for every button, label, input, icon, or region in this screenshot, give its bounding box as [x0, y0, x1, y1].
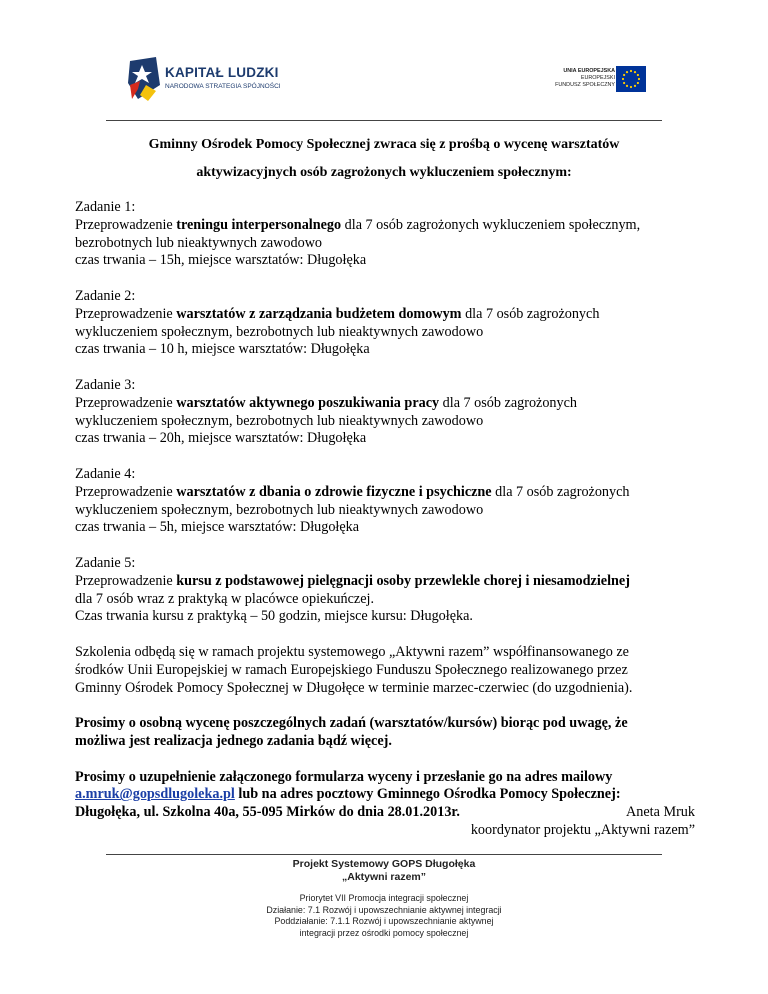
task-description [75, 484, 715, 502]
task-block-1 [75, 199, 715, 270]
task-line-3: czas trwania – 10 h, miejsce warsztatów: Długołęka [75, 341, 370, 358]
form-request-line-3: Długołęka, ul. Szkolna 40a, 55-095 Mirków do dnia 28.01.2013r. [75, 804, 460, 821]
header-divider [106, 120, 662, 121]
form-request-line-1: Prosimy o uzupełnienie załączonego formularza wyceny i przesłanie go na adres mailowy [75, 768, 613, 785]
task-title: warsztatów z dbania o zdrowie fizyczne i psychiczne [176, 483, 492, 500]
task-line-3: czas trwania – 20h, miejsce warsztatów: Długołęka [75, 430, 367, 447]
task-line-3: czas trwania – 5h, miejsce warsztatów: Długołęka [75, 519, 360, 536]
task-title: warsztatów z zarządzania budżetem domowym [176, 305, 462, 322]
document-body [75, 199, 715, 840]
task-description [75, 395, 715, 413]
task-line-2: wykluczeniem społecznym, bezrobotnych lub nieaktywnych zawodowo [75, 323, 484, 340]
task-line-2: wykluczeniem społecznym, bezrobotnych lub nieaktywnych zawodowo [75, 501, 484, 518]
eu-logo [528, 66, 646, 96]
task-title: warsztatów aktywnego poszukiwania pracy [176, 394, 440, 411]
heading-line-2: aktywizacyjnych osób zagrożonych wykluczeniem społecznym: [196, 165, 572, 180]
kapital-ludzki-title: KAPITAŁ LUDZKI [165, 65, 279, 80]
task-title: treningu interpersonalnego [176, 216, 342, 233]
task-suffix: dla 7 osób zagrożonych wykluczeniem społecznym, [341, 216, 641, 233]
pricing-request [75, 715, 715, 751]
task-prefix: Przeprowadzenie [75, 572, 177, 589]
project-footer [0, 858, 768, 939]
email-link[interactable]: a.mruk@gopsdlugoleka.pl [75, 786, 235, 803]
form-request-line-2-text: lub na adres pocztowy Gminnego Ośrodka Pomocy Społecznej: [234, 786, 621, 803]
task-label: Zadanie 1: [75, 199, 136, 215]
task-block-5 [75, 555, 715, 626]
task-block-3 [75, 377, 715, 448]
task-suffix: dla 7 osób zagrożonych [439, 394, 578, 411]
task-block-4 [75, 466, 715, 537]
signature [471, 803, 695, 839]
task-line-2: wykluczeniem społecznym, bezrobotnych lub nieaktywnych zawodowo [75, 412, 484, 429]
footer-title-2: „Aktywni razem” [341, 871, 427, 883]
task-suffix: dla 7 osób zagrożonych [461, 305, 600, 322]
task-line-2: dla 7 osób wraz z praktyką w placówce opiekuńczej. [75, 590, 374, 607]
kapital-ludzki-logo [126, 55, 326, 105]
signature-name: Aneta Mruk [626, 804, 695, 820]
paragraph-line-2: środków Unii Europejskiej w ramach Europejskiego Funduszu Społecznego realizowanego przez [75, 661, 628, 678]
eu-logo-line2: EUROPEJSKI [580, 75, 615, 82]
eu-flag-icon [616, 66, 646, 92]
task-description [75, 217, 715, 235]
footer-line-4: integracji przez ośrodki pomocy społecznej [299, 927, 469, 938]
task-prefix: Przeprowadzenie [75, 394, 177, 411]
footer-divider [106, 854, 662, 855]
task-line-2: bezrobotnych lub nieaktywnych zawodowo [75, 234, 323, 251]
task-line-3: Czas trwania kursu z praktyką – 50 godzin, miejsce kursu: Długołęka. [75, 608, 473, 625]
request-line-1: Prosimy o osobną wycenę poszczególnych zadań (warsztatów/kursów) biorąc pod uwagę, że [75, 715, 628, 732]
task-line-3: czas trwania – 15h, miejsce warsztatów: Długołęka [75, 252, 367, 269]
project-paragraph [75, 644, 715, 697]
footer-title-1: Projekt Systemowy GOPS Długołęka [292, 858, 476, 870]
task-label: Zadanie 3: [75, 376, 136, 393]
paragraph-line-1: Szkolenia odbędą się w ramach projektu systemowego „Aktywni razem” współfinansowanego ze [75, 643, 629, 660]
task-prefix: Przeprowadzenie [75, 305, 177, 322]
task-label: Zadanie 2: [75, 287, 136, 304]
task-block-2 [75, 288, 715, 359]
footer-line-1: Priorytet VII Promocja integracji społecznej [299, 893, 469, 903]
form-request-line-2 [75, 786, 715, 804]
task-label: Zadanie 4: [75, 465, 136, 482]
task-prefix: Przeprowadzenie [75, 216, 177, 233]
paragraph-line-3: Gminny Ośrodek Pomocy Społecznej w Długołęce w terminie marzec-czerwiec (do uzgodnienia). [75, 679, 633, 696]
eu-logo-line1: UNIA EUROPEJSKA [563, 68, 615, 74]
document-heading [74, 131, 694, 187]
task-suffix: dla 7 osób zagrożonych [491, 483, 630, 500]
task-description [75, 306, 715, 324]
signature-role: koordynator projektu „Aktywni razem” [470, 822, 695, 838]
footer-line-2: Działanie: 7.1 Rozwój i upowszechnianie aktywnej integracji [266, 904, 502, 915]
eu-logo-text [555, 68, 615, 90]
eu-logo-line3: FUNDUSZ SPOŁECZNY [555, 82, 615, 89]
task-prefix: Przeprowadzenie [75, 483, 177, 500]
kapital-ludzki-emblem-icon [126, 55, 162, 103]
kapital-ludzki-subtitle: NARODOWA STRATEGIA SPÓJNOŚCI [165, 83, 281, 90]
footer-line-3: Poddziałanie: 7.1.1 Rozwój i upowszechnianie aktywnej [274, 916, 494, 926]
request-line-2: możliwa jest realizacja jednego zadania bądź więcej. [75, 732, 392, 749]
task-description [75, 573, 715, 591]
task-title: kursu z podstawowej pielęgnacji osoby przewlekle chorej i niesamodzielnej [176, 572, 630, 589]
task-label: Zadanie 5: [75, 554, 136, 571]
heading-line-1: Gminny Ośrodek Pomocy Społecznej zwraca się z prośbą o wycenę warsztatów [148, 137, 620, 152]
